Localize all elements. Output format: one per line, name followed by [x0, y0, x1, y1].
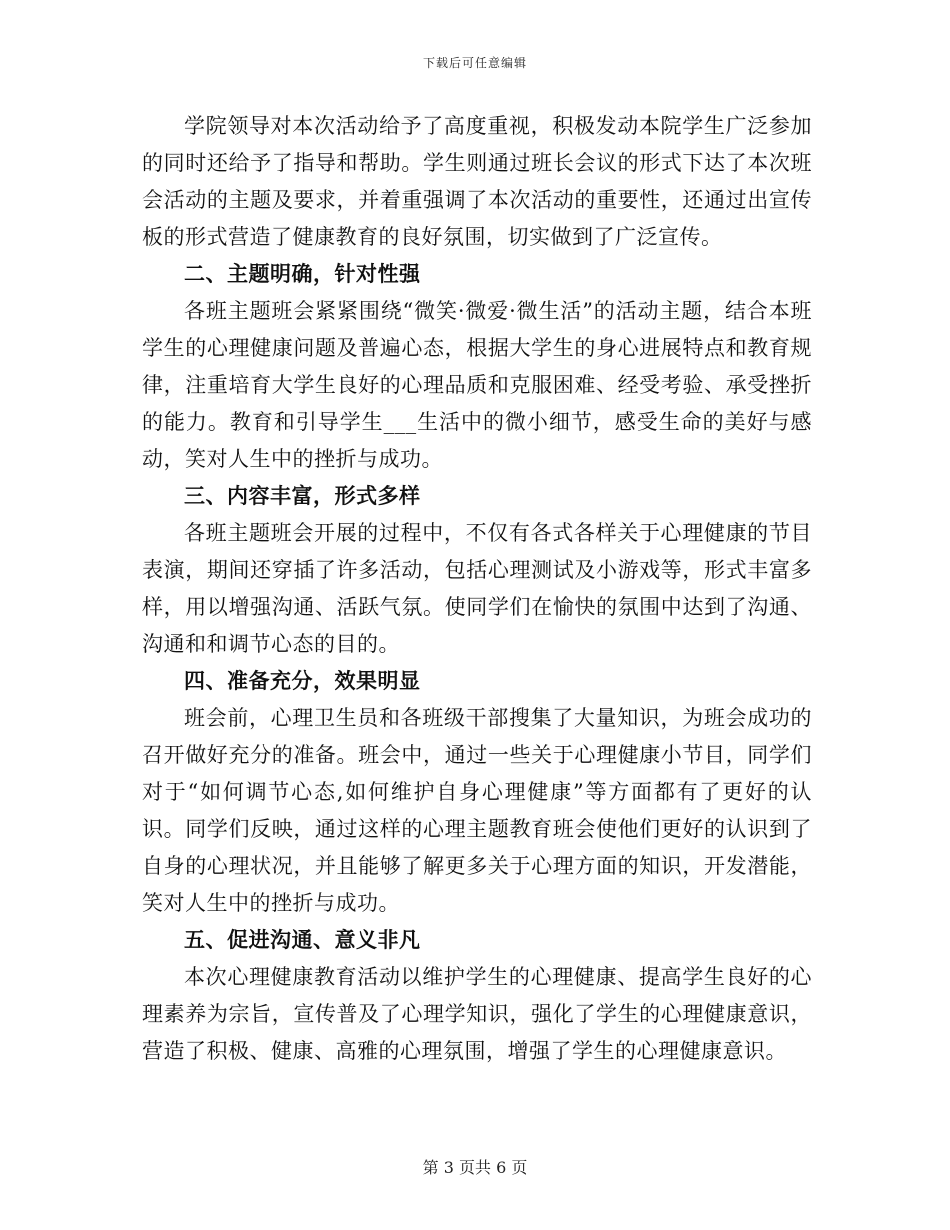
document-body — [142, 108, 812, 1070]
page-footer: 第 3 页共 6 页 — [422, 1158, 528, 1177]
paragraph-content: 各班主题班会开展的过程中，不仅有各式各样关于心理健康的节目表演，期间还穿插了许多活动，包括心理测试及小游戏等，形式丰富多样，用以增强沟通、活跃气氛。使同学们在愉快的氛围中达到了沟通、沟通和和调节心态的目的。 — [142, 521, 812, 656]
section-heading-2: 二、主题明确，针对性强 — [184, 262, 421, 286]
paragraph-preparation: 班会前，心理卫生员和各班级干部搜集了大量知识，为班会成功的召开做好充分的准备。班会中，通过一些关于心理健康小节目，同学们对于“如何调节心态,如何维护自身心理健康”等方面都有了更好的认识。同学们反映，通过这样的心理主题教育班会使他们更好的认识到了自身的心理状况，并且能够了解更多关于心理方面的知识，开发潜能，笑对人生中的挫折与成功。 — [142, 706, 812, 915]
paragraph-significance: 本次心理健康教育活动以维护学生的心理健康、提高学生良好的心理素养为宗旨，宣传普及了心理学知识，强化了学生的心理健康意识，营造了积极、健康、高雅的心理氛围，增强了学生的心理健康意识。 — [142, 965, 812, 1063]
paragraph-theme: 各班主题班会紧紧围绕“微笑·微爱·微生活”的活动主题，结合本班学生的心理健康问题及普遍心态，根据大学生的身心进展特点和教育规律，注重培育大学生良好的心理品质和克服困难、经受考验、承受挫折的能力。教育和引导学生___生活中的微小细节，感受生命的美好与感动，笑对人生中的挫折与成功。 — [142, 299, 812, 471]
paragraph-leadership-support: 学院领导对本次活动给予了高度重视，积极发动本院学生广泛参加的同时还给予了指导和帮助。学生则通过班长会议的形式下达了本次班会活动的主题及要求，并着重强调了本次活动的重要性，还通过出宣传板的形式营造了健康教育的良好氛围，切实做到了广泛宣传。 — [142, 114, 812, 249]
page-header: 下载后可任意编辑 — [422, 56, 527, 70]
section-heading-5: 五、促进沟通、意义非凡 — [184, 928, 421, 952]
section-heading-4: 四、准备充分，效果明显 — [184, 669, 421, 693]
section-heading-3: 三、内容丰富，形式多样 — [184, 484, 421, 508]
